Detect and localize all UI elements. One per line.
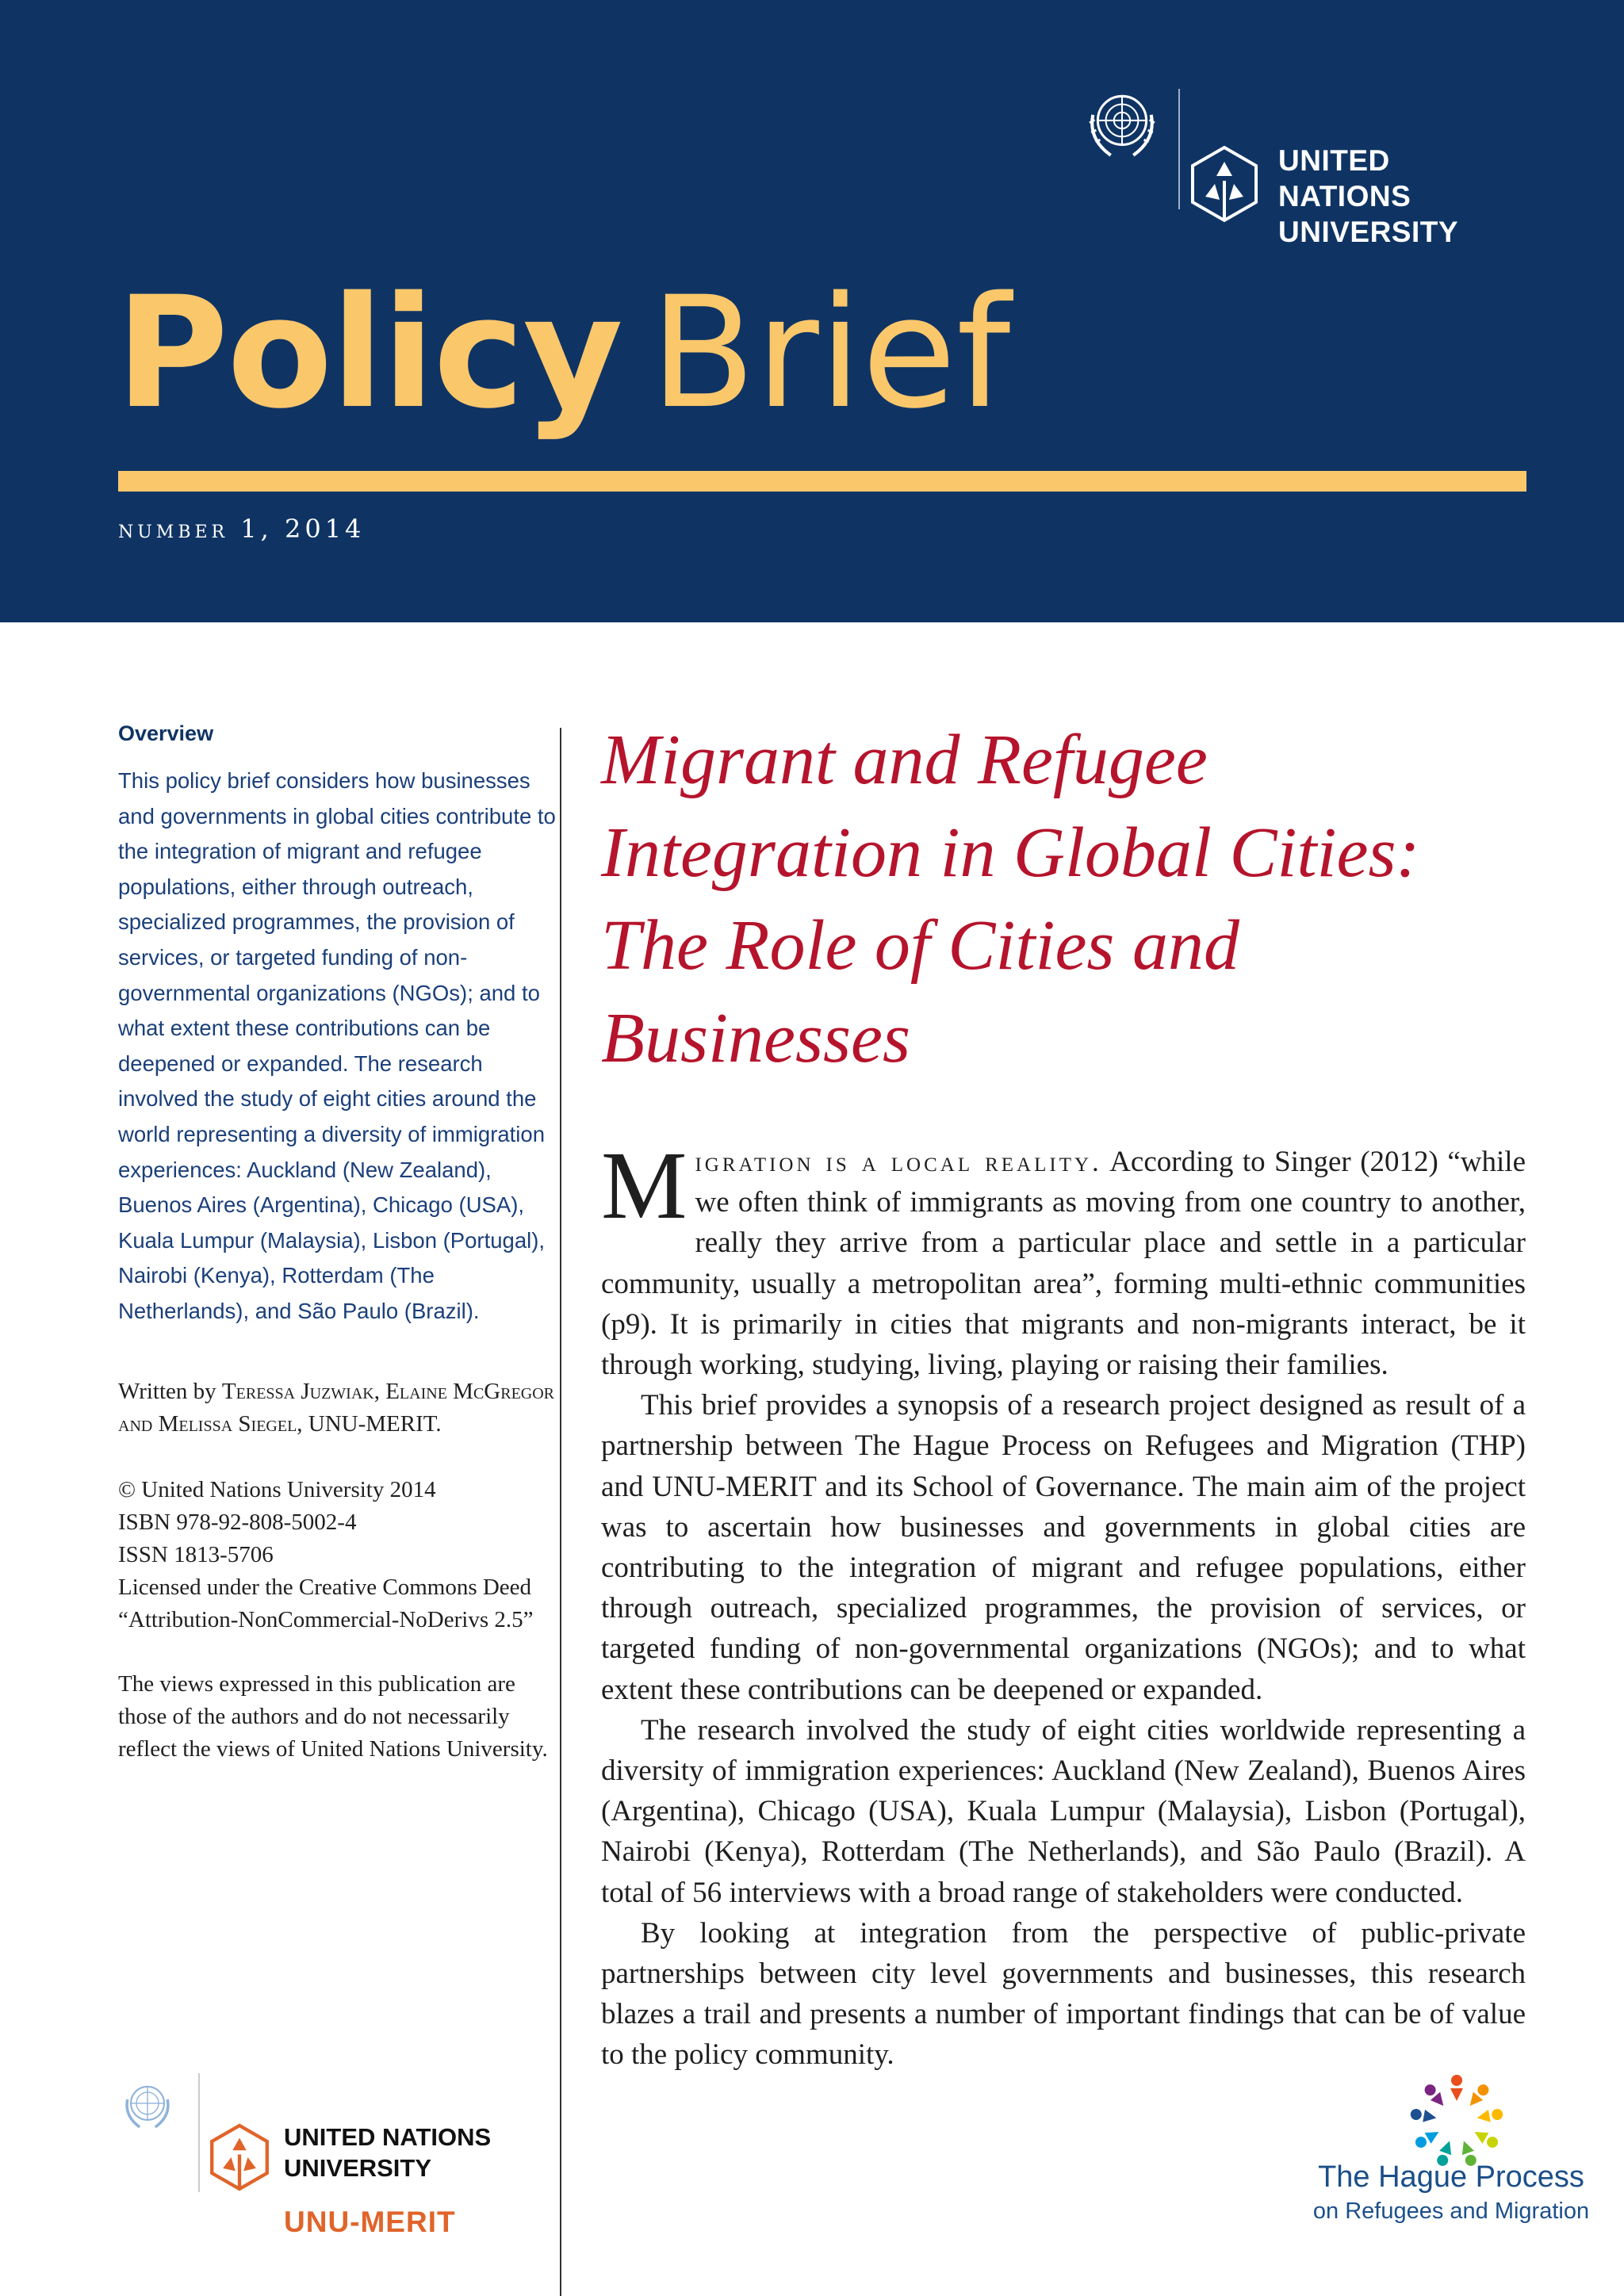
overview-heading: Overview	[118, 721, 214, 745]
drop-cap: M	[601, 1132, 688, 1239]
authors-credit	[118, 1376, 562, 1441]
hague-process-text	[1300, 2158, 1602, 2226]
column-divider	[560, 728, 561, 2296]
overview-text: This policy brief considers how businesses and governments in global cities contribute to the integration of migrant and refugee populations, either through outreach, specialized programmes, the provision of services, or targeted funding of non-governmental organizations (NGOs); and to what extent these contributions can be deepened or expanded. The research involved the study of eight cities around the world representing a diversity of immigration experiences: Auckland (New Zealand), Buenos Aires (Argentina), Chicago (USA), Kuala Lumpur (Malaysia), Lisbon (Portugal), Nairobi (Kenya), Rotterdam (The Netherlands), and São Paulo (Brazil).	[118, 768, 556, 1323]
footer-logo-divider	[198, 2073, 200, 2192]
un-emblem-icon	[1082, 82, 1162, 163]
logo-divider	[1178, 89, 1180, 209]
article-paragraph: The research involved the study of eight cities worldwide representing a diversity of immigration experiences: Auckland (New Zealand), Buenos Aires (Argentina), Chicago (USA), Kuala Lumpur (Malaysia), Lisbon (Portugal), Nairobi (Kenya), Rotterdam (The Netherlands), and São Paulo (Brazil). A total of 56 interviews with a broad range of stakeholders were conducted.	[601, 1713, 1526, 1909]
article-title: Migrant and Refugee Integration in Global Cities: The Role of Cities and Businesses	[601, 721, 1420, 1077]
license: Licensed under the Creative Commons Deed “Attribution-NonCommercial-NoDerivs 2.5”	[118, 1574, 534, 1632]
article-paragraph: This brief provides a synopsis of a research project designed as result of a partnership between The Hague Process on Refugees and Migration (THP) and UNU-MERIT and its School of Governance. The main aim of the project was to ascertain how businesses and governments in global cities are contributing to the integration of migrant and refugee populations, either through outreach, specialized programmes, the provision of services, or targeted funding of non-governmental organizations (NGOs); and to what extent these contributions can be deepened or expanded.	[601, 1389, 1526, 1706]
article-paragraph	[601, 1132, 1526, 1385]
unu-merit-label: UNU-MERIT	[284, 2206, 456, 2238]
page-title	[116, 263, 1011, 442]
issue-number: number 1, 2014	[118, 514, 366, 544]
un-emblem-icon	[120, 2077, 175, 2133]
unu-logo-icon	[208, 2121, 271, 2194]
lead-in: igration is a local reality.	[695, 1146, 1102, 1177]
hague-subtitle: on Refugees and Migration	[1312, 2198, 1590, 2224]
isbn: ISBN 978-92-808-5002-4	[118, 1509, 357, 1535]
authors-prefix: Written by	[118, 1378, 222, 1404]
title-policy: Policy	[116, 263, 622, 442]
authors-affiliation: , UNU-MERIT.	[297, 1410, 442, 1437]
unu-logo-icon	[1188, 144, 1261, 224]
hague-name: The Hague Process	[1318, 2160, 1584, 2194]
footer-unu-text: UNITED NATIONS UNIVERSITY	[284, 2123, 492, 2182]
issn: ISSN 1813-5706	[118, 1541, 274, 1567]
sidebar	[118, 721, 562, 1766]
title-underline	[118, 471, 1526, 492]
paragraph-text: According to Singer (2012) “while we often think of immigrants as moving from one country to another, really they arrive from a particular place and settle in a particular community, usually a metropolitan area”, forming multi-ethnic communities (p9). It is primarily in cities that migrants and non-migrants interact, be it through working, studying, living, playing or raising their families.	[601, 1146, 1526, 1382]
article-body	[601, 1132, 1526, 2076]
authors-names: Teressa Juzwiak, Elaine McGregor and Melissa Siegel	[118, 1378, 555, 1437]
unu-logo-text: UNITED NATIONS UNIVERSITY	[1278, 144, 1459, 248]
header-banner	[0, 0, 1624, 622]
copyright: © United Nations University 2014	[118, 1476, 436, 1502]
title-brief: Brief	[649, 263, 1011, 442]
disclaimer: The views expressed in this publication are those of the authors and do not necessarily reflect the views of United Nations University.	[118, 1670, 548, 1762]
legal-block	[118, 1474, 562, 1636]
article-paragraph: By looking at integration from the perspective of public-private partnerships between city level governments and businesses, this research blazes a trail and presents a number of important findings that can be of value to the policy community.	[601, 1916, 1526, 2072]
